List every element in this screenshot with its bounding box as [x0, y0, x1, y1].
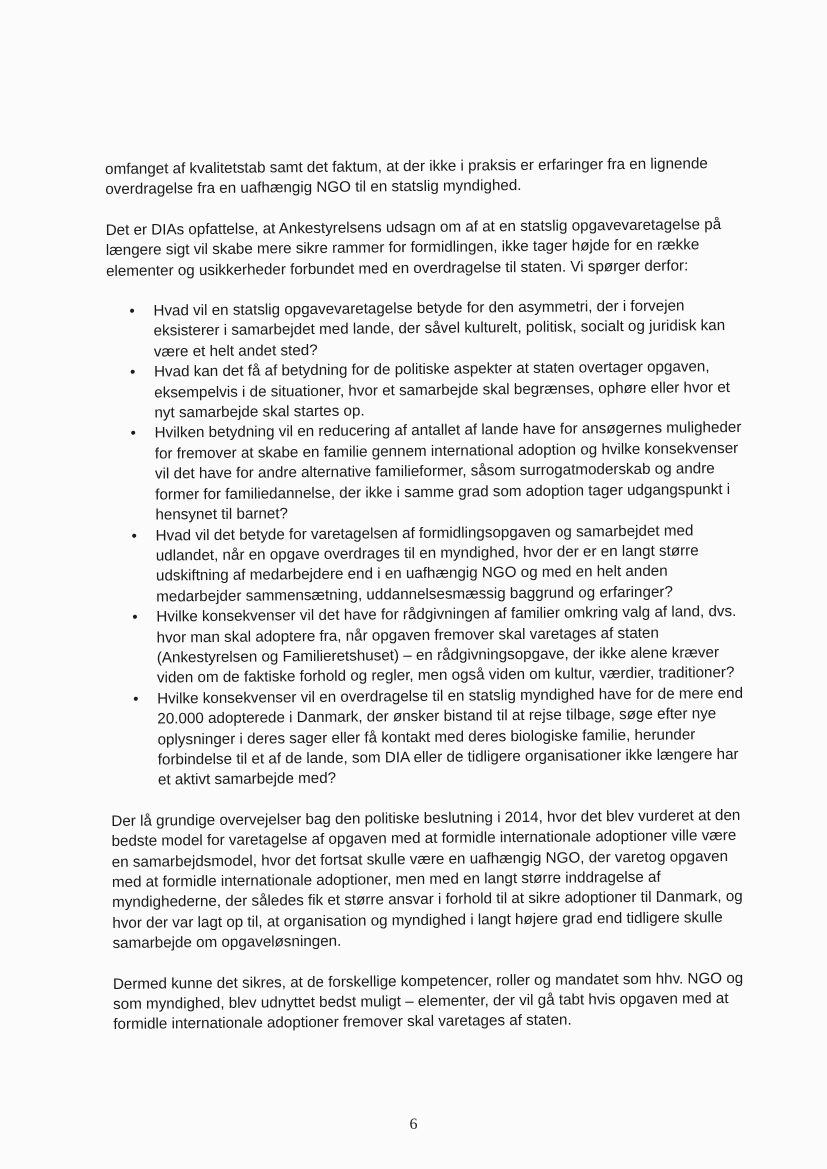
list-item-text: Hvilke konsekvenser vil det have for rådgivningen af familier omkring valg af land, dvs. hvor man skal adoptere fra, når opgaven fremover skal varetages af staten (Ankestyrelsen og Familieretshuset) – en rådgivningsopgave, der ikke alene kræver viden om de faktiske forhold og regler, men også viden om kultur, værdier, traditioner? — [156, 603, 737, 687]
bullet-icon: • — [129, 302, 135, 320]
list-item-text: Hvad vil en statslig opgavevaretagelse betyde for den asymmetri, der i forvejen eksisterer i samarbejdet med lande, der såvel kulturelt, politisk, socialt og juridisk kan være et helt andet sted? — [153, 297, 726, 361]
paragraph-political-decision: Der lå grundige overvejelser bag den politiske beslutning i 2014, hvor det blev vurderet at den bedste model for varetagelse af opgaven med at formidle internationale adoptioner ville være en samarbejdsmodel, hvor det fortsat skulle være en uafhængig NGO, der varetog opgaven med at formidle internationale adoptioner, men med en langt større inddragelse af myndighederne, der således fik et større ansvar i forhold til at sikre adoptioner til Danmark, og hvor der var lagt op til, at organisation og myndighed i langt højere grad end tidligere skulle samarbejde om opgaveløsningen. — [111, 806, 743, 953]
list-item — [108, 418, 749, 526]
bullet-icon: • — [132, 608, 138, 626]
bullet-icon: • — [133, 690, 139, 708]
bullet-icon: • — [131, 527, 137, 545]
page-number: 6 — [409, 1116, 418, 1133]
paragraph-conclusion: Dermed kunne det sikres, at de forskellige kompetencer, roller og mandatet som hhv. NGO og som myndighed, blev udnyttet bedst muligt – elementer, der vil gå tabt hvis opgaven med at formidle internationale adoptioner fremover skal varetages af staten. — [112, 969, 744, 1034]
list-item — [109, 520, 750, 608]
bullet-icon: • — [130, 425, 136, 443]
list-item — [110, 684, 751, 792]
body-text — [105, 154, 754, 1056]
paragraph-dia-opinion: Det er DIAs opfattelse, at Ankestyrelsens udsagn om af at en statslig opgavevaretagelse på længere sigt vil skabe mere sikre rammer for formidlingen, ikke tager højde for en række elementer og usikkerheder forbundet med en overdragelse til staten. Vi spørger derfor: — [105, 215, 722, 280]
list-item — [109, 602, 750, 690]
list-item-text: Hvilke konsekvenser vil en overdragelse til en statslig myndighed have for de mere end 20.000 adopterede i Danmark, der ønsker bistand til at rejse tilbage, søge efter nye oplysninger i deres sager eller få kontakt med deres biologiske familie, herunder forbindelse til et af de lande, som DIA eller de tidligere organisationer ikke længere har et aktivt samarbejde med? — [157, 684, 744, 789]
list-item-text: Hvad kan det få af betydning for de politiske aspekter at staten overtager opgaven, eksempelvis i de situationer, hvor et samarbejde skal begrænses, ophøre eller hvor et nyt samarbejde skal startes op. — [153, 358, 731, 422]
list-item — [106, 296, 747, 363]
paragraph-continuation: omfanget af kvalitetstab samt det faktum, at der ikke i praksis er erfaringer fra en lignende overdragelse fra en uafhængig NGO til en statslig myndighed. — [105, 155, 708, 199]
list-item-text: Hvilken betydning vil en reducering af antallet af lande have for ansøgernes muligheder for fremover at skabe en familie gennem international adoption og hvilke konsekvenser vil det have for andre alternative familieformer, såsom surrogatmoderskab og andre former for familiedannelse, der ikke i samme grad som adoption tager udgangspunkt i hensynet til barnet? — [154, 419, 742, 524]
list-item — [107, 357, 748, 424]
list-item-text: Hvad vil det betyde for varetagelsen af formidlingsopgaven og samarbejdet med udlandet, når en opgave overdrages til en myndighed, hvor der er en langt større udskiftning af medarbejdere end i en uafhængig NGO og med en helt anden medarbejder sammensætning, uddannelsesmæssig baggrund og erfaringer? — [155, 521, 699, 606]
question-list — [106, 296, 751, 792]
bullet-icon: • — [129, 363, 136, 382]
